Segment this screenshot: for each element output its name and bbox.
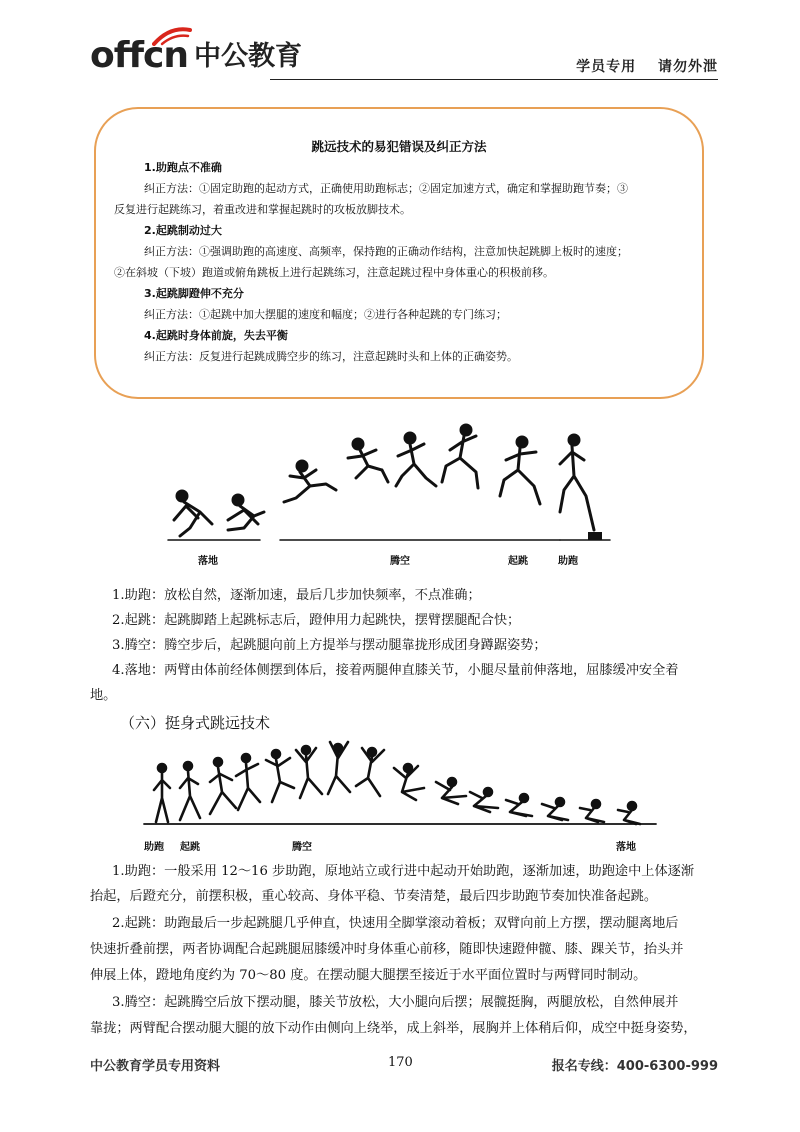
figure2-label-landing: 落地 bbox=[616, 842, 636, 853]
box-item-heading: 2.起跳制动过大 bbox=[144, 224, 222, 237]
box-item-heading: 1.助跑点不准确 bbox=[144, 161, 222, 174]
figure1-label-takeoff: 起跳 bbox=[508, 556, 528, 567]
member-only-tag: 学员专用 bbox=[576, 59, 637, 75]
box-item-line: 纠正方法：①起跳中加大摆腿的速度和幅度；②进行各种起跳的专门练习； bbox=[144, 308, 507, 321]
paragraph: 伸展上体，蹬地角度约为 70～80 度。在摆动腿大腿摆至接近于水平面位置时与两臂同时制动。 bbox=[90, 968, 647, 983]
squat-jump-illustration bbox=[160, 420, 620, 550]
paragraph: 2.起跳：起跳脚踏上起跳标志后，蹬伸用力起跳快，摆臂摆腿配合快； bbox=[112, 613, 521, 628]
box-item-line: 纠正方法：反复进行起跳成腾空步的练习，注意起跳时头和上体的正确姿势。 bbox=[144, 350, 518, 363]
logo-swoosh-icon bbox=[152, 24, 192, 46]
hang-jump-figure bbox=[140, 738, 660, 854]
header-tags bbox=[576, 56, 718, 76]
paragraph: 4.落地：两臂由体前经体侧摆到体后，接着两腿伸直膝关节，小腿尽量前伸落地，屈膝缓冲安全着 bbox=[112, 663, 679, 678]
paragraph: 抬起，后蹬充分，前摆积极，重心较高、身体平稳、节奏清楚，最后四步助跑节奏加快准备起跳。 bbox=[90, 889, 658, 904]
box-item-line: ②在斜坡（下坡）跑道或俯角跳板上进行起跳练习，注意起跳过程中身体重心的积极前移。 bbox=[114, 266, 554, 279]
paragraph: 地。 bbox=[90, 688, 117, 703]
box-item-line: 反复进行起跳练习，着重改进和掌握起跳时的攻板放脚技术。 bbox=[114, 203, 411, 216]
paragraph: 1.助跑：放松自然，逐渐加速，最后几步加快频率，不点准确； bbox=[112, 588, 481, 603]
header-divider bbox=[270, 79, 718, 80]
box-item-heading: 4.起跳时身体前旋，失去平衡 bbox=[144, 329, 288, 342]
box-item-line: 纠正方法：①固定助跑的起动方式，正确使用助跑标志；②固定加速方式，确定和掌握助跑节奏；③ bbox=[144, 182, 628, 195]
paragraph: 2.起跳：助跑最后一步起跳腿几乎伸直，快速用全脚掌滚动着板；双臂向前上方摆，摆动腿离地后 bbox=[112, 916, 679, 931]
figure2-label-flight: 腾空 bbox=[292, 842, 312, 853]
section-title: （六）挺身式跳远技术 bbox=[120, 714, 271, 732]
box-title: 跳远技术的易犯错误及纠正方法 bbox=[311, 139, 487, 154]
footer-source: 中公教育学员专用资料 bbox=[90, 1059, 221, 1074]
squat-jump-figure bbox=[160, 420, 620, 570]
box-item-line: 纠正方法：①强调助跑的高速度、高频率，保持跑的正确动作结构，注意加快起跳脚上板时的速度； bbox=[144, 245, 628, 258]
figure1-label-runup: 助跑 bbox=[558, 556, 578, 567]
figure2-label-takeoff: 起跳 bbox=[180, 842, 200, 853]
offcn-logo bbox=[90, 35, 303, 76]
figure2-label-runup: 助跑 bbox=[144, 842, 164, 853]
logo-latin-text: offcn bbox=[90, 35, 189, 76]
footer-hotline: 报名专线：400-6300-999 bbox=[551, 1059, 718, 1074]
figure1-label-flight: 腾空 bbox=[390, 556, 410, 567]
figure1-label-landing: 落地 bbox=[198, 556, 218, 567]
logo-chinese-text: 中公教育 bbox=[194, 41, 303, 72]
paragraph: 1.助跑：一般采用 12～16 步助跑，原地站立或行进中起动开始助跑，逐渐加速，助跑途中上体逐渐 bbox=[112, 864, 695, 879]
paragraph: 3.腾空：腾空步后，起跳腿向前上方提举与摆动腿靠拢形成团身蹲踞姿势； bbox=[112, 638, 547, 653]
paragraph: 快速折叠前摆，两者协调配合起跳腿屈膝缓冲时身体重心前移，随即快速蹬伸髋、膝、踝关节，抬头并 bbox=[90, 942, 684, 957]
hang-jump-illustration bbox=[140, 738, 660, 838]
correction-box bbox=[94, 107, 704, 399]
page-number: 170 bbox=[388, 1055, 413, 1070]
page-header bbox=[0, 0, 800, 90]
no-distribution-tag: 请勿外泄 bbox=[658, 59, 718, 75]
paragraph: 靠拢；两臂配合摆动腿大腿的放下动作由侧向上绕举，成上斜举，展胸并上体稍后仰，成空中挺身姿势， bbox=[90, 1021, 697, 1036]
paragraph: 3.腾空：起跳腾空后放下摆动腿，膝关节放松，大小腿向后摆；展髋挺胸，两腿放松，自然伸展并 bbox=[112, 995, 679, 1010]
box-item-heading: 3.起跳脚蹬伸不充分 bbox=[144, 287, 244, 300]
